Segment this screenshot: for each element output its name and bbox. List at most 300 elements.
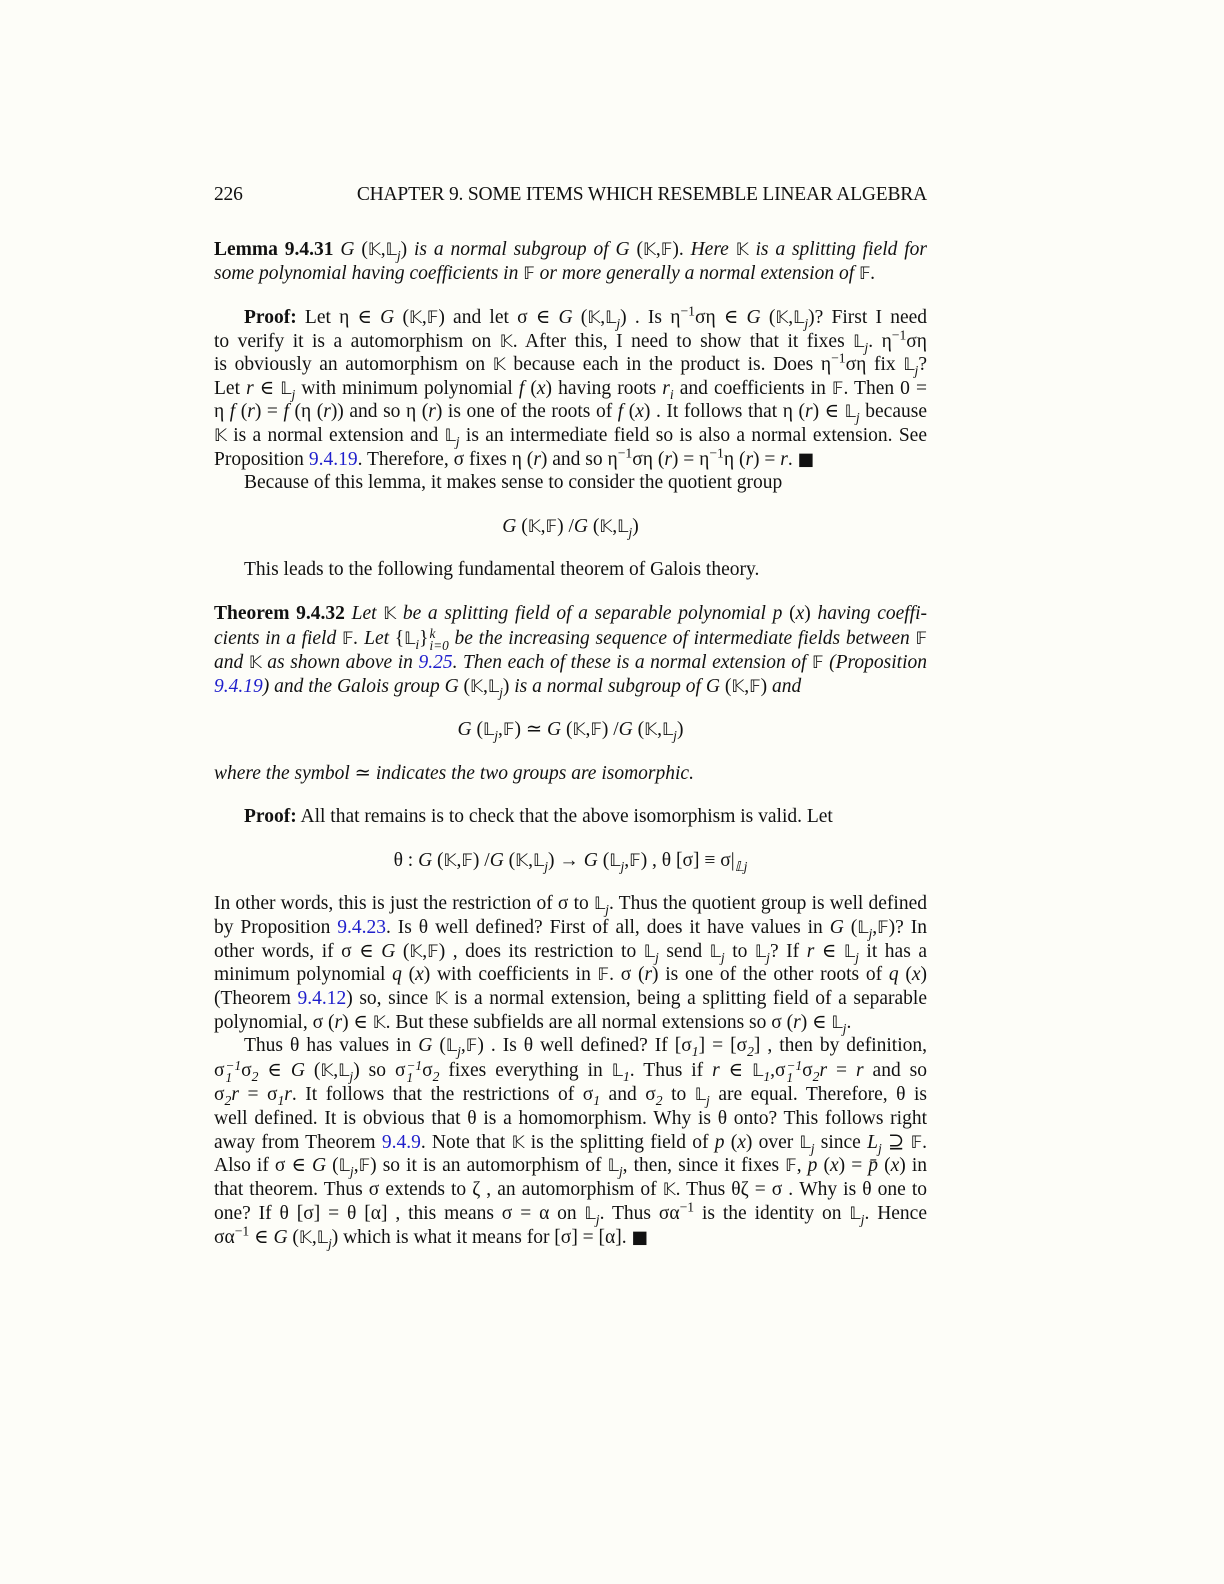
italic-text: is a splitting field for	[748, 239, 928, 260]
text-run: ) and let σ ∈	[438, 307, 559, 328]
text-run: ,	[482, 676, 488, 697]
text-run: (	[235, 401, 248, 422]
text-run: because each in the product is. Does η	[505, 354, 832, 375]
proof-line	[214, 400, 927, 424]
subscript: 2	[747, 1043, 754, 1059]
theorem-statement-line	[214, 762, 927, 786]
italic-text: having coeffi-	[817, 603, 928, 624]
italic-text: G	[311, 1155, 327, 1176]
text-run: to verify it is a automorphism on	[214, 331, 500, 352]
text-run: (	[719, 676, 732, 697]
math-symbol: 𝕃	[849, 1204, 861, 1224]
text-run: (	[432, 1035, 446, 1056]
math-symbol: 𝕂	[372, 1013, 386, 1033]
italic-text: ) and the Galois group	[262, 676, 445, 697]
text-run: (	[401, 964, 416, 985]
text-run: )	[502, 676, 515, 697]
text-run: one? If θ [σ] = θ [α] , this means σ = α on	[214, 1203, 585, 1224]
text-run: )	[760, 676, 773, 697]
text-run: ) . It follows that η (	[643, 401, 806, 422]
math-symbol: 𝔽	[523, 264, 535, 284]
text-run: is an intermediate field so is also a normal extension. See	[459, 425, 927, 446]
italic-text: is a normal subgroup of	[414, 239, 616, 260]
italic-text: r	[247, 401, 255, 422]
math-symbol: 𝕃	[617, 517, 629, 537]
text-run: (	[878, 1155, 891, 1176]
subscript: 2	[251, 1068, 259, 1084]
paragraph-line	[214, 471, 927, 495]
math-symbol: 𝔽	[812, 653, 824, 673]
text-run: ,	[744, 676, 750, 697]
italic-text: r	[428, 401, 436, 422]
text-run: ) ∈	[800, 1012, 832, 1033]
math-symbol: 𝕃	[643, 942, 655, 962]
text-run: other words, if σ ∈	[214, 941, 382, 962]
text-run: θ :	[393, 850, 419, 871]
italic-text: and	[214, 652, 249, 673]
italic-text: G	[618, 719, 633, 740]
text-run: ∈	[253, 378, 281, 399]
chapter-title: CHAPTER 9. SOME ITEMS WHICH RESEMBLE LINEAR ALGEBRA	[356, 184, 927, 205]
italic-text: r	[745, 449, 754, 470]
bold-label: Proof:	[244, 307, 297, 328]
text-run: )	[632, 516, 639, 537]
subscript: j	[706, 1092, 710, 1108]
math-symbol: 𝕂	[499, 332, 513, 352]
text-run: ∈	[719, 1060, 753, 1081]
math-symbol: 𝕃	[844, 402, 856, 422]
display-equation	[214, 515, 927, 539]
math-symbol: 𝕂	[434, 989, 448, 1009]
lemma-statement-line	[214, 262, 927, 286]
math-symbol: 𝕂	[470, 677, 483, 697]
italic-text: some polynomial having coefficients in	[214, 263, 524, 284]
text-run: ,	[796, 1155, 808, 1176]
italic-text: f	[617, 401, 624, 422]
text-run: ) , θ [σ] ≡ σ|	[640, 850, 735, 871]
text-run: (	[432, 850, 444, 871]
sub-superscript: −1 1	[786, 1057, 803, 1085]
subscript: 2	[432, 1068, 440, 1084]
text-run: (	[588, 516, 600, 537]
text-run: because	[859, 401, 927, 422]
text-run: and σ	[600, 1084, 656, 1105]
italic-text: Here	[690, 239, 736, 260]
italic-text: x	[536, 378, 546, 399]
text-run: . After this, I need to show that it fixes	[512, 331, 854, 352]
proof-line	[214, 1011, 927, 1035]
proof-line	[214, 445, 927, 472]
math-symbol: 𝕂	[214, 426, 227, 446]
text-run: ,	[657, 719, 662, 740]
italic-text: and	[772, 676, 802, 697]
text-run: . Thus θζ = σ . Why is θ one to	[675, 1179, 927, 1200]
italic-text: r	[323, 401, 331, 422]
math-symbol: 𝕃	[799, 1133, 811, 1153]
math-symbol: 𝔽	[358, 1156, 371, 1176]
text-run: η	[214, 401, 230, 422]
proof-line	[214, 1154, 927, 1178]
text-run: (	[623, 401, 636, 422]
text-run: σ	[241, 1060, 252, 1081]
proof-line	[214, 1131, 927, 1155]
italic-text: Let	[351, 603, 384, 624]
text-run: that theorem. Thus σ extends to ζ , an automorphism of	[214, 1179, 663, 1200]
math-symbol: 𝕂	[572, 720, 586, 740]
text-run: ,	[612, 516, 618, 537]
italic-text: r	[793, 1012, 801, 1033]
text-run: ) . Is θ well defined? If [σ	[477, 1035, 692, 1056]
math-symbol: 𝔽	[590, 720, 602, 740]
text-run: (	[326, 1155, 339, 1176]
proof-line	[214, 916, 927, 940]
math-symbol: 𝕃	[752, 1061, 764, 1081]
italic-text: r	[856, 1060, 864, 1081]
text-run: ,	[460, 1035, 466, 1056]
subscript: j	[349, 1068, 354, 1084]
qed-square: ■	[797, 450, 815, 470]
cross-reference-link[interactable]: 9.4.23	[337, 917, 387, 938]
text-run: it has a	[858, 941, 927, 962]
proof-line	[214, 1083, 927, 1107]
theorem-statement-line	[214, 602, 927, 626]
text-run: ) so it is an automorphism of	[370, 1155, 608, 1176]
text-run: by Proposition	[214, 917, 338, 938]
theorem-statement-line	[214, 651, 927, 675]
italic-text: r	[780, 449, 788, 470]
text-run: is a normal extension and	[226, 425, 445, 446]
text-run: and so	[863, 1060, 928, 1081]
text-run: ,	[422, 941, 428, 962]
text-run: ,	[600, 307, 606, 328]
text-run: (	[782, 603, 796, 624]
subscript: 2	[224, 1092, 232, 1108]
italic-text: G	[547, 719, 562, 740]
italic-text: G	[829, 917, 844, 938]
italic-text: G	[615, 239, 630, 260]
math-symbol: 𝕂	[527, 517, 541, 537]
text-run: ] = [σ	[698, 1035, 748, 1056]
italic-text: p	[714, 1132, 725, 1153]
text-run: polynomial, σ (	[214, 1012, 335, 1033]
math-symbol: 𝕃	[338, 1156, 350, 1176]
italic-text: G	[583, 850, 598, 871]
text-run: }	[419, 628, 429, 649]
superscript: −1	[680, 303, 695, 319]
text-run: ,	[380, 239, 386, 260]
text-run: is the identity on	[694, 1203, 850, 1224]
text-run: ) →	[548, 850, 584, 871]
text-run: This leads to the following fundamental theorem of Galois theory.	[244, 559, 760, 580]
text-run: ση (	[632, 449, 665, 470]
qed-square: ■	[631, 1228, 649, 1248]
subscript: j	[620, 858, 625, 874]
subscript: 1	[593, 1092, 601, 1108]
text-run: ) = η	[671, 449, 710, 470]
text-run: ,	[421, 307, 427, 328]
math-symbol: 𝕃	[385, 240, 397, 260]
text-run: ,	[333, 1060, 339, 1081]
italic-text: r	[805, 401, 813, 422]
math-symbol: 𝕃	[316, 1228, 328, 1248]
bold-label: Lemma 9.4.31	[214, 239, 334, 260]
text-run: (	[572, 307, 588, 328]
subscript: j	[605, 901, 609, 917]
subscript: i	[415, 636, 420, 652]
text-run: (	[524, 378, 537, 399]
math-symbol: 𝕃	[607, 1156, 619, 1176]
italic-text: r	[806, 941, 815, 962]
proof-line	[214, 303, 928, 331]
proof-line	[214, 987, 927, 1011]
math-symbol: 𝕃	[280, 379, 292, 399]
math-symbol: 𝕂	[409, 942, 423, 962]
text-run: ) with coefficients in	[423, 964, 598, 985]
math-symbol: 𝕃	[843, 942, 856, 962]
theorem-statement-line	[214, 627, 927, 651]
text-run: ) ≃	[514, 719, 548, 740]
display-equation	[214, 849, 927, 873]
math-symbol: 𝔽	[831, 379, 844, 399]
italic-text: where the symbol	[214, 763, 355, 784]
text-run: ,	[540, 516, 546, 537]
math-symbol: 𝕃	[793, 308, 805, 328]
math-symbol: 𝕃	[857, 918, 869, 938]
math-symbol: 𝔽	[877, 918, 889, 938]
italic-text: r	[644, 964, 653, 985]
text-run: ση fix	[845, 354, 904, 375]
italic-text: G	[340, 239, 355, 260]
italic-text: r	[334, 1012, 343, 1033]
text-run: ) in	[899, 1155, 928, 1176]
proof-line	[214, 963, 927, 987]
italic-text: x	[911, 964, 921, 985]
math-symbol: 𝔽	[785, 1156, 797, 1176]
math-symbol: 𝔽	[910, 1133, 923, 1153]
math-symbol: 𝕃	[532, 851, 545, 871]
text-run: (	[394, 307, 409, 328]
italic-text: be the increasing sequence of intermediate fields between	[448, 628, 916, 649]
text-run: ∈	[258, 1060, 291, 1081]
italic-text: as shown above in	[261, 652, 419, 673]
math-symbol: 𝔽	[341, 629, 354, 649]
text-run: ,	[456, 850, 462, 871]
italic-text: G	[418, 1035, 433, 1056]
text-run: ) so σ	[353, 1060, 406, 1081]
text-run: )	[920, 964, 927, 985]
math-symbol: 𝕂	[642, 240, 656, 260]
lemma-statement-line	[214, 238, 927, 262]
text-run: ) /	[472, 850, 490, 871]
math-symbol: 𝔽	[660, 240, 673, 260]
text-run: )	[676, 719, 684, 740]
text-run: Also if σ ∈	[214, 1155, 312, 1176]
italic-text: x	[415, 964, 424, 985]
math-symbol: 𝕂	[731, 677, 745, 697]
math-symbol: 𝕂	[408, 308, 422, 328]
italic-text: p	[772, 603, 783, 624]
subscript: j	[494, 727, 499, 743]
text-run: ) so, since	[346, 988, 435, 1009]
text-run: (	[561, 719, 573, 740]
cross-reference-link[interactable]: 9.4.19	[308, 449, 358, 470]
text-run: ση ∈	[694, 307, 747, 328]
math-symbol: 𝕂	[775, 308, 789, 328]
math-symbol: 𝕂	[515, 851, 529, 871]
text-run: (	[724, 1132, 738, 1153]
text-run: ) having roots	[545, 378, 663, 399]
math-symbol: 𝕃	[853, 332, 865, 352]
text-run: ,	[872, 917, 878, 938]
text-run: )	[400, 239, 415, 260]
text-run: (	[632, 719, 645, 740]
text-run: Because of this lemma, it makes sense to consider the quotient group	[244, 472, 783, 493]
text-run: . σ (	[609, 964, 645, 985]
italic-text: f	[229, 401, 236, 422]
text-run: (Theorem	[214, 988, 298, 1009]
subscript: j	[855, 409, 860, 425]
running-header	[214, 184, 927, 206]
proof-line	[214, 892, 927, 916]
italic-text: cients in a field	[214, 628, 342, 649]
text-run: ) which is what it means for [σ] = [α].	[331, 1227, 632, 1248]
italic-text: x	[635, 401, 644, 422]
superscript: −1	[709, 445, 724, 461]
math-symbol: 𝕃	[487, 677, 500, 697]
text-run: is obviously an automorphism on	[214, 354, 493, 375]
text-run: ) =	[753, 449, 781, 470]
italic-text: p	[807, 1155, 818, 1176]
italic-text: f	[518, 378, 525, 399]
text-run: )? First I need	[808, 307, 928, 328]
text-run: . Is θ well defined? First of all, does it have values in	[386, 917, 830, 938]
math-symbol: 𝕂	[367, 240, 381, 260]
italic-text: G	[502, 516, 517, 537]
text-run: σ	[214, 1084, 225, 1105]
text-run: {	[394, 628, 405, 649]
text-run: ) is one of the other roots of	[652, 964, 889, 985]
math-symbol: 𝕂	[320, 1061, 334, 1081]
math-symbol: 𝕃	[605, 308, 617, 328]
subscript: j	[349, 1163, 354, 1179]
subscript: 1	[763, 1068, 771, 1084]
italic-text: r	[712, 1060, 720, 1081]
text-run: fixes everything in	[439, 1060, 612, 1081]
math-symbol: 𝔽	[427, 942, 439, 962]
italic-text: or more generally a normal extension of	[534, 263, 860, 284]
subscript: 2	[812, 1068, 820, 1084]
text-run: away from Theorem	[214, 1132, 382, 1153]
proof-line	[214, 350, 927, 378]
subscript: j	[864, 339, 869, 355]
superscript: −1	[679, 1199, 695, 1215]
math-symbol: 𝕃	[404, 629, 416, 649]
subscript: j	[628, 524, 633, 540]
subscript: j	[396, 247, 401, 263]
subscript: j	[618, 1163, 623, 1179]
text-run: . Therefore, σ fixes η (	[357, 449, 534, 470]
theorem-statement-line	[214, 675, 927, 699]
cross-reference-link[interactable]: 9.4.19	[214, 676, 263, 697]
text-run: =	[827, 1060, 856, 1081]
text-run: σ	[214, 1060, 225, 1081]
sub-superscript: k i=0	[429, 625, 449, 653]
italic-text: f	[283, 401, 289, 422]
text-run: ,	[655, 239, 661, 260]
math-symbol: 𝕂	[599, 517, 613, 537]
subscript: j	[860, 1211, 865, 1227]
math-symbol: 𝔽	[629, 851, 641, 871]
math-symbol: 𝔽	[502, 720, 515, 740]
text-run: )? In	[888, 917, 927, 938]
text-run: ) over	[745, 1132, 800, 1153]
text-run: σα	[214, 1227, 235, 1248]
italic-text: G	[457, 719, 472, 740]
bold-label: Proof:	[244, 806, 297, 827]
cross-reference-link[interactable]: 9.4.12	[297, 988, 347, 1009]
sub-superscript: −1 1	[225, 1057, 242, 1085]
italic-text: q	[888, 964, 899, 985]
math-symbol: 𝕂	[644, 720, 658, 740]
subscript: j	[499, 684, 503, 700]
math-symbol: 𝕃	[903, 355, 915, 375]
text-run: well defined. It is obvious that θ is a homomorphism. Why is θ onto? This follows right	[214, 1108, 927, 1129]
text-run: σ	[802, 1060, 813, 1081]
text-run: η (	[723, 449, 746, 470]
math-symbol: 𝕃	[609, 851, 621, 871]
text-run: ,	[528, 850, 533, 871]
italic-text: r	[246, 378, 254, 399]
math-symbol: 𝕃	[754, 942, 767, 962]
text-run: , then, since it fixes	[622, 1155, 786, 1176]
text-run: (	[287, 1227, 299, 1248]
proof-line	[214, 424, 927, 448]
italic-text: is a normal subgroup of	[514, 676, 706, 697]
math-symbol: 𝕃	[661, 720, 674, 740]
text-run: All that remains is to check that the above isomorphism is valid. Let	[296, 806, 833, 827]
text-run: ).	[672, 239, 691, 260]
cross-reference-link[interactable]: 9.25	[418, 652, 453, 673]
text-run: (	[843, 917, 858, 938]
text-run: minimum polynomial	[214, 964, 393, 985]
text-run: . Thus σα	[599, 1203, 680, 1224]
subscript: j	[804, 315, 809, 331]
math-symbol: 𝕃	[584, 1204, 596, 1224]
text-run: . Then 0 =	[843, 378, 927, 399]
math-symbol: 𝕃	[831, 1013, 843, 1033]
subscript: j	[616, 315, 621, 331]
italic-text: . Let	[353, 628, 395, 649]
text-run: Let η ∈	[296, 307, 381, 328]
italic-text: G	[380, 307, 395, 328]
subscript: j	[455, 433, 460, 449]
text-run: )) and so η (	[330, 401, 429, 422]
subscript: j	[877, 1140, 882, 1156]
text-run: ∈	[814, 941, 844, 962]
math-symbol: 𝕃	[593, 894, 606, 914]
subscript: 1	[691, 1043, 699, 1059]
text-run: ) and so η	[540, 449, 618, 470]
math-symbol: 𝔽	[749, 677, 761, 697]
subscript: j	[766, 949, 770, 965]
text-run: ) ∈	[812, 401, 845, 422]
text-run: since	[814, 1132, 868, 1153]
cross-reference-link[interactable]: 9.4.9	[381, 1132, 421, 1153]
italic-text: r	[231, 1084, 239, 1105]
text-run: ⊇	[881, 1132, 911, 1153]
italic-text: q	[392, 964, 402, 985]
text-run: )	[804, 603, 818, 624]
